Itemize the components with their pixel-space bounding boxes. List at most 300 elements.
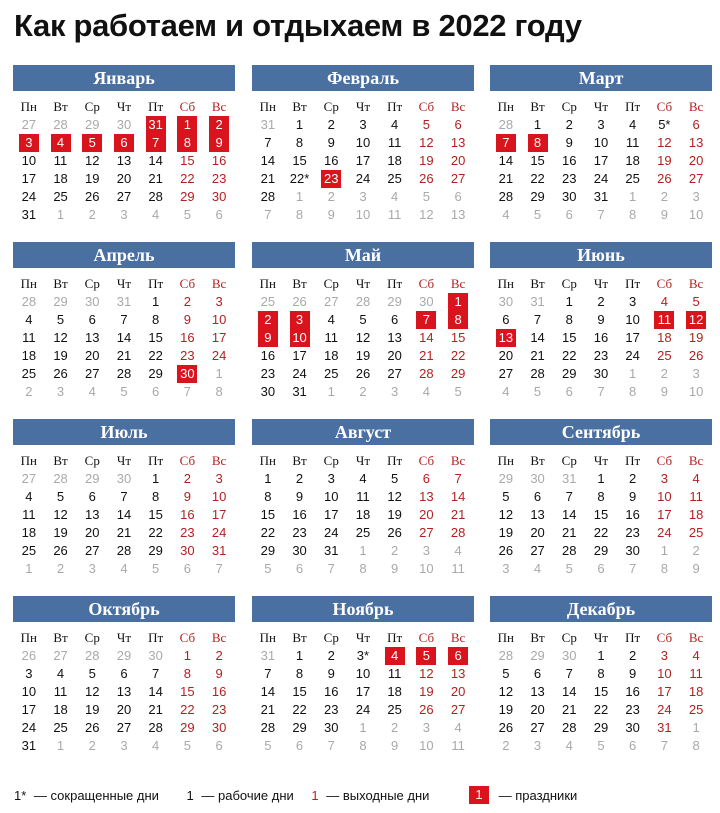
day-cell — [649, 737, 681, 755]
day-cell — [442, 329, 474, 347]
day-cell — [490, 329, 522, 347]
work-day: 6 — [120, 666, 128, 681]
work-day: 1 — [597, 648, 605, 663]
other-month-day: 27 — [324, 294, 339, 309]
day-off: 26 — [688, 348, 704, 363]
other-month-day: 8 — [215, 384, 223, 399]
day-cell — [347, 488, 379, 506]
work-day: 11 — [387, 135, 402, 150]
day-off: 22 — [180, 702, 195, 717]
day-cell — [284, 737, 316, 755]
other-month-day: 4 — [391, 189, 399, 204]
other-month-day: 30 — [148, 648, 163, 663]
work-day: 17 — [355, 153, 371, 168]
other-month-day: 5 — [264, 561, 272, 576]
day-cell — [442, 116, 474, 134]
day-off: 5 — [422, 117, 430, 132]
holiday-day: 8 — [528, 134, 548, 152]
day-cell — [172, 170, 204, 188]
work-day: 31 — [593, 189, 609, 204]
day-cell — [76, 470, 108, 488]
day-cell — [315, 719, 347, 737]
day-cell — [649, 470, 681, 488]
day-cell — [108, 665, 140, 683]
other-month-day: 7 — [264, 207, 272, 222]
holiday-day: 5 — [416, 647, 436, 665]
day-cell — [490, 665, 522, 683]
day-cell — [172, 701, 204, 719]
day-cell — [585, 116, 617, 134]
other-month-day: 6 — [629, 738, 637, 753]
other-month-day: 6 — [183, 561, 191, 576]
day-cell — [252, 524, 284, 542]
month-title: Февраль — [252, 65, 474, 91]
work-day: 2 — [565, 117, 573, 132]
other-month-day: 2 — [327, 189, 335, 204]
work-day: 16 — [324, 153, 339, 168]
day-cell — [252, 647, 284, 665]
day-off: 10 — [211, 489, 227, 504]
day-cell — [315, 737, 347, 755]
day-off: 16 — [211, 153, 227, 168]
other-month-day: 2 — [692, 543, 700, 558]
other-month-day: 4 — [454, 720, 462, 735]
day-off: 24 — [657, 702, 672, 717]
day-cell — [411, 683, 443, 701]
day-cell — [490, 647, 522, 665]
weekday-header: Ср — [323, 276, 339, 291]
other-month-day: 4 — [152, 207, 160, 222]
work-day: 4 — [391, 117, 399, 132]
other-month-day: 9 — [327, 207, 335, 222]
day-cell — [76, 134, 108, 152]
day-cell — [315, 206, 347, 224]
work-day: 14 — [148, 684, 163, 699]
day-cell — [442, 365, 474, 383]
other-month-day: 1 — [327, 384, 335, 399]
day-cell — [617, 701, 649, 719]
day-off: 10 — [657, 666, 672, 681]
work-day: 24 — [625, 348, 640, 363]
month-days-table — [490, 452, 712, 578]
work-day: 20 — [116, 171, 132, 186]
other-month-day: 3 — [88, 561, 96, 576]
work-day: 11 — [387, 666, 402, 681]
day-cell — [140, 737, 172, 755]
work-day: 18 — [53, 171, 68, 186]
month-title: Октябрь — [13, 596, 235, 622]
day-off: 22 — [450, 348, 466, 363]
work-day: 28 — [148, 720, 163, 735]
month-7 — [13, 419, 235, 594]
day-cell — [585, 383, 617, 401]
other-month-day: 2 — [502, 738, 510, 753]
weekday-header: Пн — [259, 276, 277, 291]
day-cell — [490, 737, 522, 755]
day-off: 17 — [211, 330, 227, 345]
other-month-day: 30 — [419, 294, 434, 309]
other-month-day: 2 — [25, 384, 33, 399]
day-cell — [680, 506, 712, 524]
day-cell — [649, 506, 681, 524]
other-month-day: 8 — [359, 561, 367, 576]
other-month-day: 6 — [597, 561, 605, 576]
work-day: 15 — [292, 684, 307, 699]
day-cell — [379, 560, 411, 578]
day-cell — [108, 488, 140, 506]
day-cell — [379, 488, 411, 506]
day-off: 25 — [657, 348, 672, 363]
day-cell — [252, 701, 284, 719]
work-day: 25 — [53, 189, 68, 204]
day-cell — [76, 719, 108, 737]
day-off: 20 — [419, 507, 434, 522]
holiday-day: 12 — [686, 311, 706, 329]
day-cell — [252, 170, 284, 188]
other-month-day: 27 — [53, 648, 68, 663]
work-day: 3 — [597, 117, 605, 132]
holiday-day: 11 — [654, 311, 674, 329]
day-cell — [108, 701, 140, 719]
work-day: 13 — [530, 507, 545, 522]
day-cell — [203, 170, 235, 188]
day-cell — [553, 737, 585, 755]
day-cell — [203, 365, 235, 383]
day-cell — [203, 701, 235, 719]
day-cell — [45, 701, 77, 719]
work-day: 2 — [629, 471, 637, 486]
day-cell — [553, 683, 585, 701]
day-cell — [140, 524, 172, 542]
month-days-table — [490, 275, 712, 401]
weekday-header: Пн — [259, 453, 277, 468]
work-day: 28 — [562, 543, 577, 558]
work-day: 8 — [597, 666, 605, 681]
other-month-day: 4 — [502, 207, 510, 222]
day-cell — [315, 488, 347, 506]
work-day: 9 — [565, 135, 573, 150]
other-month-day: 1 — [215, 366, 223, 381]
other-month-day: 25 — [260, 294, 276, 309]
work-day: 30 — [292, 543, 307, 558]
day-cell — [553, 542, 585, 560]
month-10 — [13, 596, 235, 771]
day-cell — [680, 560, 712, 578]
work-day: 24 — [21, 189, 37, 204]
work-day: 14 — [260, 684, 276, 699]
month-title: Ноябрь — [252, 596, 474, 622]
day-cell — [379, 524, 411, 542]
day-cell — [315, 683, 347, 701]
other-month-day: 9 — [391, 561, 399, 576]
day-cell — [252, 665, 284, 683]
day-cell — [252, 470, 284, 488]
month-days-table — [490, 98, 712, 224]
day-off: 11 — [689, 489, 703, 504]
work-day: 27 — [387, 366, 402, 381]
day-cell — [347, 719, 379, 737]
day-off: 4 — [660, 294, 668, 309]
day-cell — [252, 506, 284, 524]
weekday-header: Вс — [688, 99, 704, 114]
day-cell — [553, 470, 585, 488]
day-cell — [315, 560, 347, 578]
day-cell — [76, 524, 108, 542]
day-cell — [76, 170, 108, 188]
work-day: 15 — [593, 684, 609, 699]
holiday-day: 13 — [496, 329, 516, 347]
day-cell — [252, 719, 284, 737]
day-cell — [347, 701, 379, 719]
day-cell — [203, 719, 235, 737]
work-day: 15 — [593, 507, 609, 522]
day-cell — [379, 719, 411, 737]
work-day: 20 — [530, 702, 545, 717]
other-month-day: 2 — [660, 189, 668, 204]
day-cell — [411, 470, 443, 488]
work-day: 19 — [387, 507, 402, 522]
day-cell — [585, 365, 617, 383]
day-cell — [379, 383, 411, 401]
work-day: 21 — [260, 171, 276, 186]
day-off: 18 — [688, 684, 704, 699]
work-day: 21 — [148, 702, 163, 717]
day-cell — [553, 647, 585, 665]
day-cell — [585, 701, 617, 719]
day-cell — [617, 470, 649, 488]
day-cell — [585, 329, 617, 347]
day-cell — [553, 170, 585, 188]
work-day: 11 — [324, 330, 338, 345]
day-off: 25 — [688, 525, 704, 540]
work-day: 5 — [88, 666, 96, 681]
day-cell — [108, 116, 140, 134]
other-month-day: 3 — [120, 738, 128, 753]
day-cell — [490, 188, 522, 206]
other-month-day: 4 — [502, 384, 510, 399]
day-cell — [203, 506, 235, 524]
work-day: 8 — [565, 312, 573, 327]
day-cell — [203, 542, 235, 560]
work-day: 5 — [56, 489, 65, 504]
day-cell — [411, 152, 443, 170]
day-cell — [617, 647, 649, 665]
other-month-day: 10 — [419, 561, 434, 576]
work-day: 4 — [359, 471, 367, 486]
work-day: 8 — [597, 489, 605, 504]
other-month-day: 28 — [85, 648, 100, 663]
day-cell — [108, 293, 140, 311]
work-day: 30 — [593, 366, 609, 381]
other-month-day: 30 — [530, 471, 545, 486]
other-month-day: 2 — [391, 720, 399, 735]
day-cell — [45, 524, 77, 542]
weekday-header: Вс — [211, 630, 227, 645]
work-day: 29 — [530, 189, 545, 204]
day-off: 29 — [180, 189, 195, 204]
month-12 — [490, 596, 712, 771]
weekday-header: Ср — [84, 99, 100, 114]
other-month-day: 4 — [152, 738, 160, 753]
day-cell — [108, 737, 140, 755]
day-cell — [379, 506, 411, 524]
day-cell — [45, 329, 77, 347]
other-month-day: 30 — [116, 117, 132, 132]
day-cell — [13, 560, 45, 578]
day-cell — [442, 506, 474, 524]
day-cell — [617, 170, 649, 188]
work-day: 6 — [533, 666, 542, 681]
day-cell — [411, 134, 443, 152]
day-cell — [172, 665, 204, 683]
other-month-day: 3 — [120, 207, 128, 222]
day-cell — [347, 293, 379, 311]
other-month-day: 30 — [498, 294, 514, 309]
day-cell — [140, 683, 172, 701]
day-cell — [45, 719, 77, 737]
work-day: 28 — [116, 543, 132, 558]
day-cell — [490, 506, 522, 524]
day-cell — [140, 488, 172, 506]
holiday-day: 4 — [385, 647, 405, 665]
day-cell — [522, 506, 554, 524]
day-cell — [203, 311, 235, 329]
work-day: 24 — [355, 702, 371, 717]
weekday-header: Вс — [211, 99, 227, 114]
holiday-day: 30 — [177, 365, 197, 383]
work-day: 25 — [21, 366, 37, 381]
month-days-table — [252, 629, 474, 755]
day-cell — [649, 170, 681, 188]
holiday-day: 23 — [321, 170, 341, 188]
holiday-day: 8 — [448, 311, 468, 329]
day-off: 23 — [211, 171, 227, 186]
weekday-header: Вт — [292, 630, 307, 645]
day-cell — [140, 719, 172, 737]
work-day: 24 — [21, 720, 37, 735]
weekday-header: Пн — [497, 453, 515, 468]
day-cell — [203, 683, 235, 701]
day-off: 13 — [688, 135, 704, 150]
work-day: 7 — [565, 489, 573, 504]
day-cell — [347, 365, 379, 383]
work-day: 26 — [498, 543, 514, 558]
day-cell — [347, 560, 379, 578]
day-off: 26 — [657, 171, 672, 186]
day-cell — [490, 542, 522, 560]
day-cell — [379, 542, 411, 560]
work-day: 6 — [88, 489, 96, 504]
day-cell — [76, 347, 108, 365]
legend-short-day-sample: 1* — [14, 787, 27, 803]
work-day: 4 — [327, 312, 335, 327]
day-cell — [553, 560, 585, 578]
day-cell — [203, 347, 235, 365]
other-month-day: 5 — [120, 384, 128, 399]
day-cell — [284, 524, 316, 542]
holiday-day: 9 — [209, 134, 229, 152]
day-cell — [585, 560, 617, 578]
day-cell — [45, 470, 77, 488]
day-cell — [140, 347, 172, 365]
day-cell — [649, 206, 681, 224]
day-cell — [284, 152, 316, 170]
day-cell — [284, 206, 316, 224]
day-cell — [379, 152, 411, 170]
other-month-day: 9 — [660, 207, 668, 222]
work-day: 28 — [530, 366, 545, 381]
day-cell — [108, 542, 140, 560]
day-cell — [379, 116, 411, 134]
other-month-day: 4 — [533, 561, 542, 576]
work-day: 10 — [625, 312, 640, 327]
day-cell — [411, 293, 443, 311]
other-month-day: 28 — [21, 294, 37, 309]
weekday-header: Пт — [625, 453, 641, 468]
day-cell — [680, 152, 712, 170]
month-title: Январь — [13, 65, 235, 91]
work-day: 11 — [625, 135, 640, 150]
work-day: 9 — [629, 666, 637, 681]
day-cell — [680, 719, 712, 737]
work-day: 13 — [116, 684, 132, 699]
work-day: 3 — [359, 117, 367, 132]
work-day: 18 — [387, 153, 402, 168]
day-cell — [13, 347, 45, 365]
day-cell — [490, 560, 522, 578]
day-off: 21 — [419, 348, 434, 363]
weekday-header: Вс — [688, 276, 704, 291]
work-day: 31 — [21, 738, 37, 753]
work-day: 7 — [264, 135, 272, 150]
work-day: 17 — [625, 330, 640, 345]
day-cell — [284, 488, 316, 506]
day-cell — [315, 152, 347, 170]
day-cell — [347, 542, 379, 560]
weekday-header: Пт — [625, 99, 641, 114]
day-cell — [108, 470, 140, 488]
other-month-day: 31 — [562, 471, 577, 486]
day-cell — [585, 737, 617, 755]
day-cell — [585, 134, 617, 152]
work-day: 1 — [533, 117, 542, 132]
day-cell — [680, 383, 712, 401]
day-off: 9 — [183, 312, 191, 327]
weekday-header: Сб — [656, 630, 673, 645]
work-day: 21 — [148, 171, 163, 186]
day-cell — [172, 506, 204, 524]
work-day: 23 — [625, 702, 640, 717]
holiday-day: 7 — [496, 134, 516, 152]
work-day: 13 — [85, 330, 100, 345]
holiday-day: 9 — [258, 329, 278, 347]
day-cell — [585, 665, 617, 683]
work-day: 14 — [498, 153, 514, 168]
day-cell — [680, 542, 712, 560]
weekday-header: Ср — [84, 453, 100, 468]
day-cell — [203, 134, 235, 152]
day-cell — [585, 506, 617, 524]
day-off: 3 — [660, 648, 668, 663]
day-cell — [108, 560, 140, 578]
day-cell — [45, 188, 77, 206]
day-cell — [172, 116, 204, 134]
day-cell — [522, 542, 554, 560]
other-month-day: 29 — [530, 648, 545, 663]
day-cell — [172, 347, 204, 365]
day-cell — [315, 347, 347, 365]
day-cell — [553, 206, 585, 224]
